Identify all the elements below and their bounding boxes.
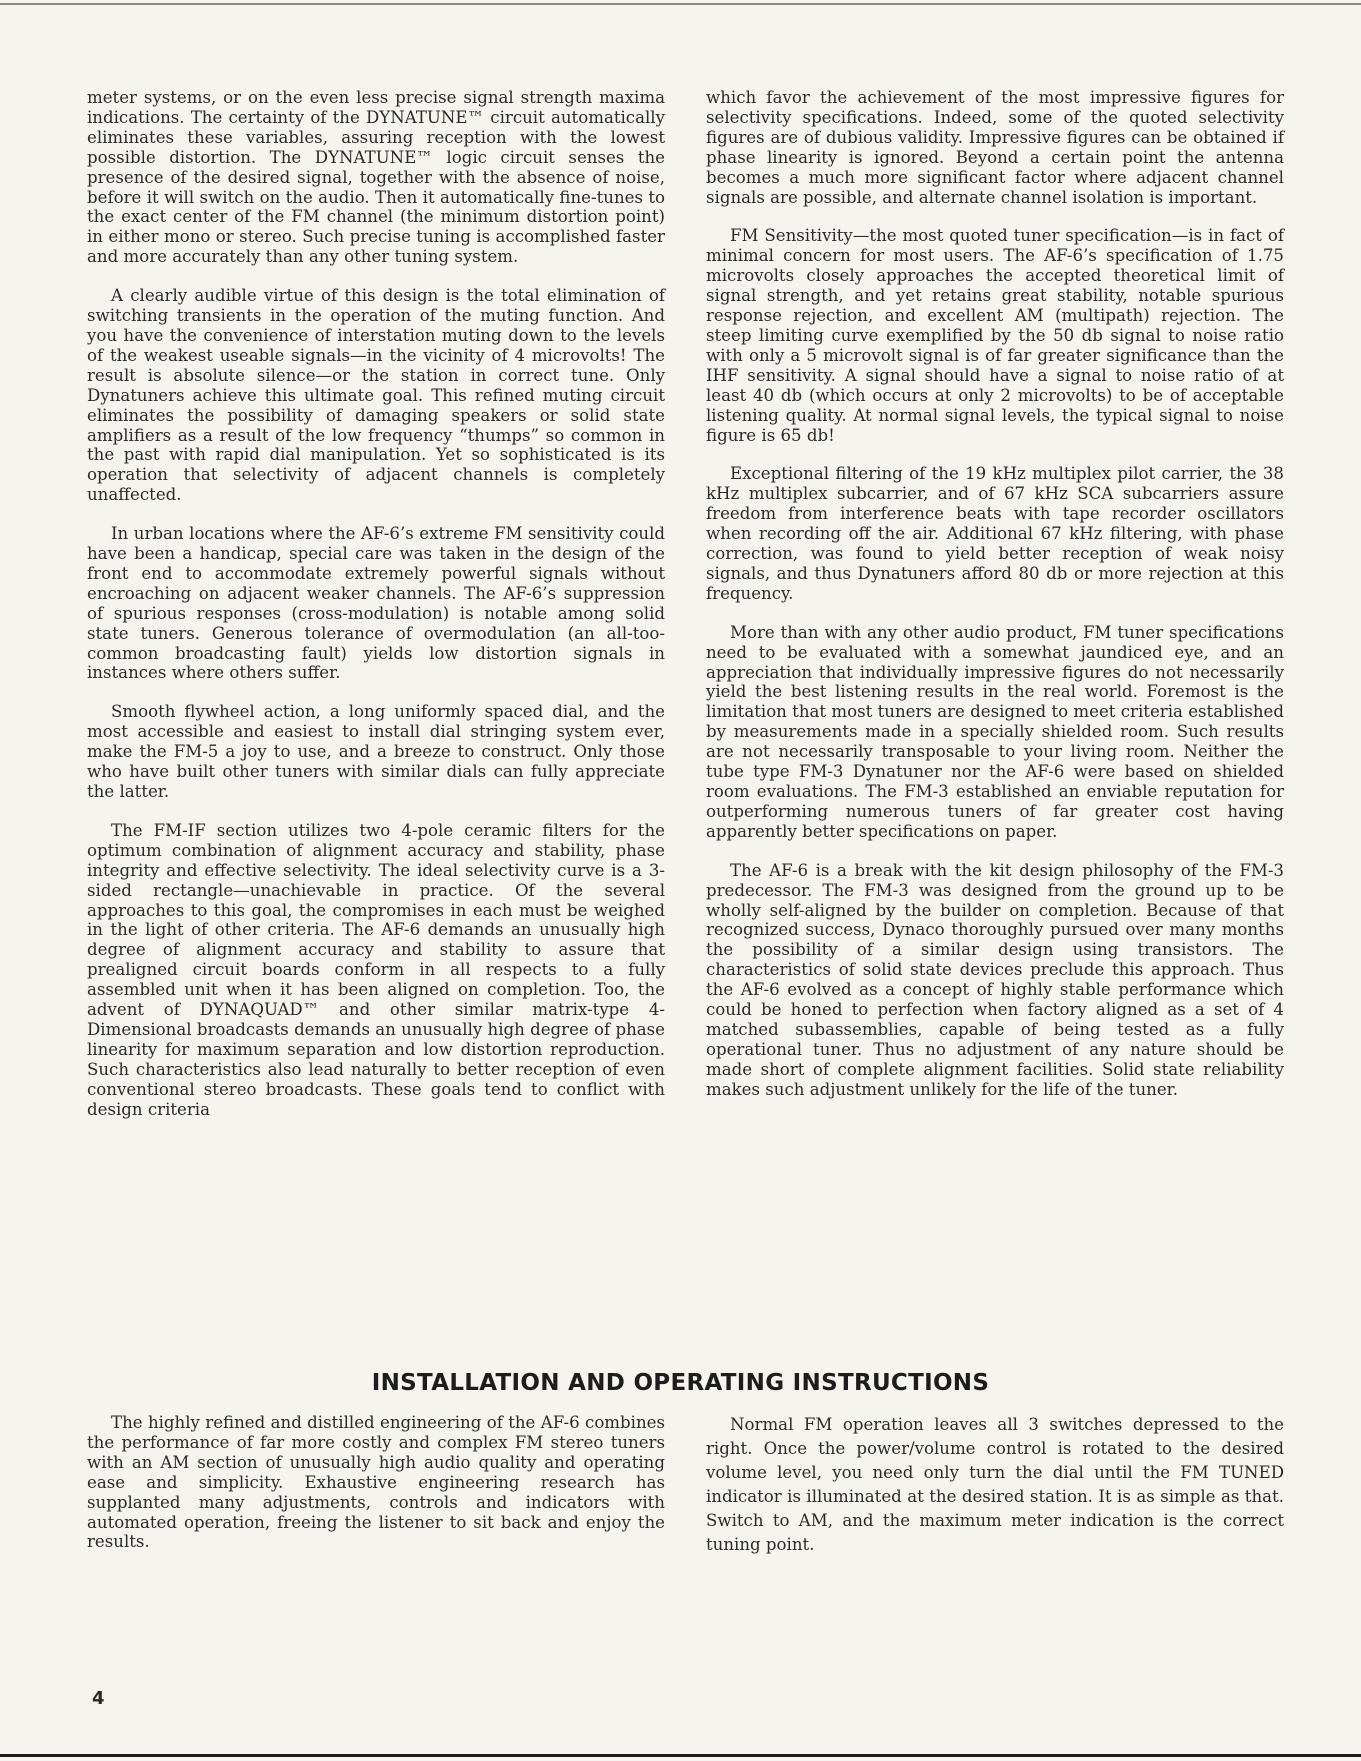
top-edge-rule [0,3,1361,5]
paragraph: which favor the achievement of the most impressive figures for selectivity specifications. Indeed, some of the quoted selectivity figures are of dubious validity. Impressive figures can be obtained if phase linearity is ignored. Beyond a certain point the antenna becomes a much more significant factor where adjacent channel signals are possible, and alternate channel isolation is important. [706,88,1284,207]
paragraph: Smooth flywheel action, a long uniformly spaced dial, and the most accessible and easiest to install dial stringing system ever, make the FM-5 a joy to use, and a breeze to construct. Only those who have built other tuners with similar dials can fully appreciate the latter. [87,702,665,801]
left-column-bottom [87,1413,665,1571]
right-column-bottom [706,1413,1284,1576]
section-heading: INSTALLATION AND OPERATING INSTRUCTIONS [371,1370,990,1396]
paragraph: meter systems, or on the even less precise signal strength maxima indications. The certainty of the DYNATUNE™ circuit automatically eliminates these variables, assuring reception with the lowest possible distortion. The DYNATUNE™ logic circuit senses the presence of the desired signal, together with the absence of noise, before it will switch on the audio. Then it automatically fine-tunes to the exact center of the FM channel (the minimum distortion point) in either mono or stereo. Such precise tuning is accomplished faster and more accurately than any other tuning system. [87,88,665,267]
paragraph: Normal FM operation leaves all 3 switches depressed to the right. Once the power/volume control is rotated to the desired volume level, you need only turn the dial until the FM TUNED indicator is illuminated at the desired station. It is as simple as that. Switch to AM, and the maximum meter indication is the correct tuning point. [706,1415,1284,1554]
paragraph: In urban locations where the AF-6’s extreme FM sensitivity could have been a handicap, special care was taken in the design of the front end to accommodate extremely powerful signals without encroaching on adjacent weaker channels. The AF-6’s suppression of spurious responses (cross-modulation) is notable among solid state tuners. Generous tolerance of overmodulation (an all-too-common broadcasting fault) yields low distortion signals in instances where others suffer. [87,524,665,683]
right-column-top [706,88,1284,1119]
bottom-edge-rule [0,1754,1361,1757]
paragraph: More than with any other audio product, FM tuner specifications need to be evaluated with a somewhat jaundiced eye, and an appreciation that individually impressive figures do not necessarily yield the best listening results in the real world. Foremost is the limitation that most tuners are designed to meet criteria established by measurements made in a specially shielded room. Such results are not necessarily transposable to your living room. Neither the tube type FM-3 Dynatuner nor the AF-6 were based on shielded room evaluations. The FM-3 established an enviable reputation for outperforming numerous tuners of far greater cost having apparently better specifications on paper. [706,622,1284,841]
paragraph: The FM-IF section utilizes two 4-pole ceramic filters for the optimum combination of alignment accuracy and stability, phase integrity and effective selectivity. The ideal selectivity curve is a 3-sided rectangle—unachievable in practice. Of the several approaches to this goal, the compromises in each must be weighed in the light of other criteria. The AF-6 demands an unusually high degree of alignment accuracy and stability to assure that prealigned circuit boards conform in all respects to a fully assembled unit when it has been aligned on completion. Too, the advent of DYNAQUAD™ and other similar matrix-type 4-Dimensional broadcasts demands an unusually high degree of phase linearity for maximum separation and low distortion reproduction. Such characteristics also lead naturally to better reception of even conventional stereo broadcasts. These goals tend to conflict with design criteria [87,820,665,1119]
left-column-top [87,88,665,1139]
paragraph: A clearly audible virtue of this design is the total elimination of switching transients in the operation of the muting function. And you have the convenience of interstation muting down to the levels of the weakest useable signals—in the vicinity of 4 microvolts! The result is absolute silence—or the station in correct tune. Only Dynatuners achieve this ultimate goal. This refined muting circuit eliminates the possibility of damaging speakers or solid state amplifiers as a result of the low frequency “thumps” so common in the past with rapid dial manipulation. Yet so sophisticated is its operation that selectivity of adjacent channels is completely unaffected. [87,286,665,505]
paragraph: FM Sensitivity—the most quoted tuner specification—is in fact of minimal concern for most users. The AF-6’s specification of 1.75 microvolts closely approaches the accepted theoretical limit of signal strength, and yet retains great stability, notable spurious response rejection, and excellent AM (multipath) rejection. The steep limiting curve exemplified by the 50 db signal to noise ratio with only a 5 microvolt signal is of far greater significance than the IHF sensitivity. A signal should have a signal to noise ratio of at least 40 db (which occurs at only 2 microvolts) to be of acceptable listening quality. At normal signal levels, the typical signal to noise figure is 65 db! [706,226,1284,445]
paragraph: The AF-6 is a break with the kit design philosophy of the FM-3 predecessor. The FM-3 was designed from the ground up to be wholly self-aligned by the builder on completion. Because of that recognized success, Dynaco thoroughly pursued over many months the possibility of a similar design using transistors. The characteristics of solid state devices preclude this approach. Thus the AF-6 evolved as a concept of highly stable performance which could be honed to perfection when factory aligned as a set of 4 matched subassemblies, capable of being tested as a fully operational tuner. Thus no adjustment of any nature should be made short of complete alignment facilities. Solid state reliability makes such adjustment unlikely for the life of the tuner. [706,860,1284,1099]
paragraph: The highly refined and distilled engineering of the AF-6 combines the performance of far more costly and complex FM stereo tuners with an AM section of unusually high audio quality and operating ease and simplicity. Exhaustive engineering research has supplanted many adjustments, controls and indicators with automated operation, freeing the listener to sit back and enjoy the results. [87,1413,665,1552]
paragraph: Exceptional filtering of the 19 kHz multiplex pilot carrier, the 38 kHz multiplex subcarrier, and of 67 kHz SCA subcarriers assure freedom from interference beats with tape recorder oscillators when recording off the air. Additional 67 kHz filtering, with phase correction, was found to yield better reception of weak noisy signals, and thus Dynatuners afford 80 db or more rejection at this frequency. [706,464,1284,603]
page-number: 4 [92,1688,105,1709]
